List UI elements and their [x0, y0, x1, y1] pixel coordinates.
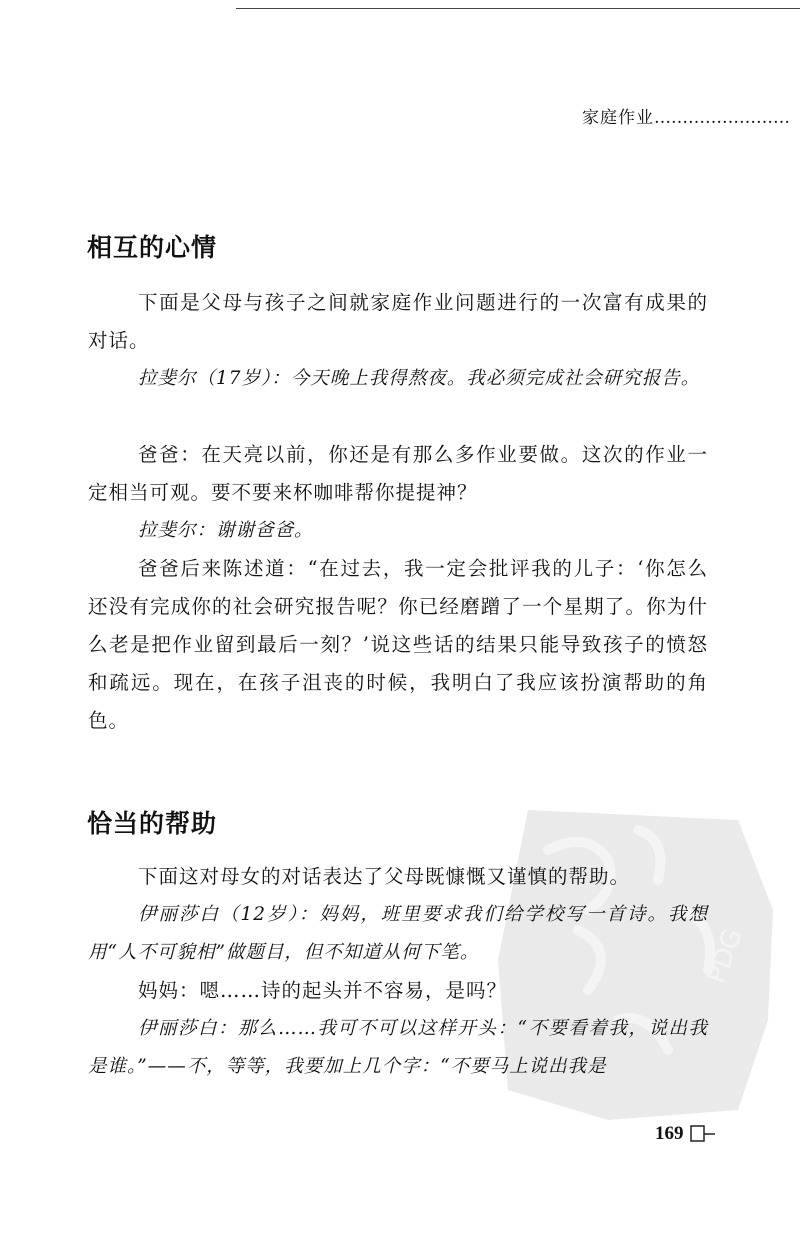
- paragraph-dad-recount: 爸爸后来陈述道：“在过去，我一定会批评我的儿子：‘你怎么还没有完成你的社会研究报告呢？你已经磨蹭了一个星期了。你为什么老是把作业留到最后一刻？’说这些话的结果只能导致孩子的愤怒和疏远。现在，在孩子沮丧的时候，我明白了我应该扮演帮助的角色。: [88, 557, 708, 732]
- paragraph-mother-daughter-intro: 下面这对母女的对话表达了父母既慷慨又谨慎的帮助。: [138, 865, 631, 888]
- running-head: [582, 103, 790, 128]
- paragraph-elizabeth-poem: 伊丽莎白：那么……我可不可以这样开头：“不要看着我，说出我是谁。”——不，等等，我要加上几个字：“不要马上说出我是: [88, 1018, 708, 1077]
- paragraph-raphael-thanks: 拉斐尔：谢谢爸爸。: [138, 520, 314, 541]
- running-head-leader: ……………………: [654, 108, 790, 128]
- page-number: 169: [655, 1123, 684, 1144]
- top-rule: [236, 8, 800, 9]
- paragraph-elizabeth-line: 伊丽莎白（12岁）：妈妈，班里要求我们给学校写一首诗。我想用“人不可貌相”做题目，但不知道从何下笔。: [88, 904, 708, 963]
- section-heading-mutual-feelings: 相互的心情: [87, 233, 218, 262]
- running-head-chapter: 家庭作业: [582, 108, 654, 128]
- paragraph-raphael-line: 拉斐尔（17岁）：今天晚上我得熬夜。我必须完成社会研究报告。: [138, 368, 701, 389]
- paragraph-mom-line: 妈妈：嗯……诗的起头并不容易，是吗？: [138, 979, 508, 1002]
- page-footer: [655, 1123, 716, 1145]
- paragraph-dad-line: 爸爸：在天亮以前，你还是有那么多作业要做。这次的作业一定相当可观。要不要来杯咖啡帮你提提神？: [88, 443, 708, 504]
- page-marker-icon: [690, 1124, 716, 1144]
- watermark-text: PDG: [701, 924, 749, 988]
- section-heading-proper-help: 恰当的帮助: [87, 809, 218, 838]
- paragraph-intro: 下面是父母与孩子之间就家庭作业问题进行的一次富有成果的对话。: [88, 291, 708, 352]
